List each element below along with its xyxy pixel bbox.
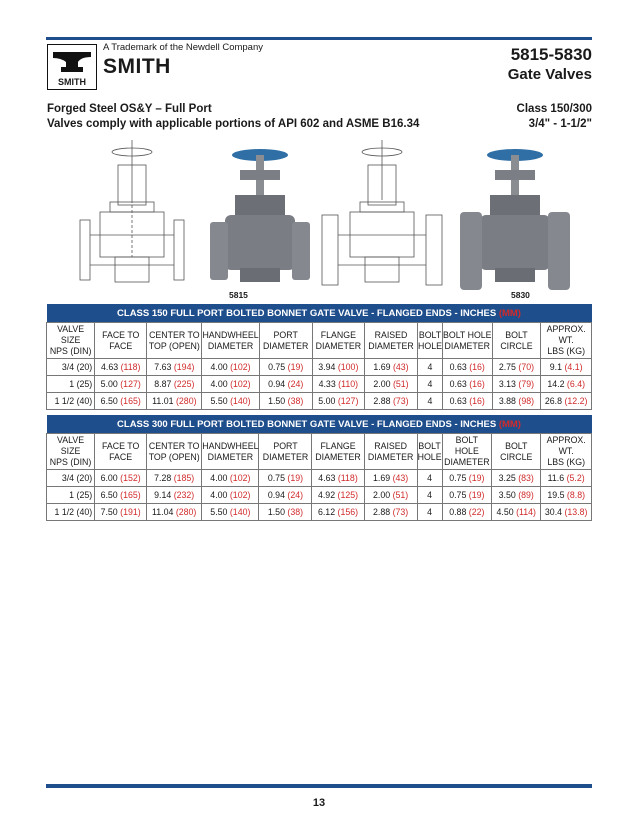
table-cell [202, 470, 259, 487]
cell-value: 11.6 [547, 473, 565, 483]
header-text: TOP (OPEN) [148, 451, 200, 462]
cell-metric: (100) [337, 362, 359, 372]
table-cell [47, 393, 95, 410]
cell-value: 1.50 [267, 507, 285, 517]
cell-metric: (38) [287, 507, 304, 517]
cell-metric: (98) [518, 396, 535, 406]
cell-value: 6.00 [100, 473, 118, 483]
cell-value: 9.1 [549, 362, 563, 372]
column-header [95, 434, 147, 470]
cell-metric: (16) [469, 362, 485, 372]
cell-value: 1.50 [268, 396, 286, 406]
cell-metric: (165) [120, 490, 141, 500]
cell-metric: (43) [392, 473, 409, 483]
table-cell [95, 359, 147, 376]
header-text: DIAMETER [368, 340, 414, 351]
cell-value: 0.63 [449, 379, 467, 389]
cell-metric: (22) [468, 507, 485, 517]
cell-metric: (83) [518, 473, 534, 483]
table-cell [418, 376, 443, 393]
cell-metric: (152) [120, 473, 141, 483]
table-cell [259, 504, 312, 521]
cell-value: 4.63 [101, 362, 119, 372]
header-text: DIAMETER [367, 451, 414, 462]
table-cell [312, 487, 364, 504]
cell-metric: (114) [516, 507, 536, 517]
table-cell [364, 393, 417, 410]
column-header [541, 323, 592, 359]
header-text: DIAMETER [444, 457, 490, 467]
header-text: FLANGE [320, 329, 356, 340]
table-cell [202, 487, 259, 504]
cell-value: 1 1/2 (40) [54, 396, 93, 406]
cell-metric: (102) [230, 362, 251, 372]
table-cell [202, 393, 259, 410]
table-cell [259, 376, 312, 393]
table-cell [147, 393, 202, 410]
table-cell [147, 470, 202, 487]
header-text: DIAMETER [207, 340, 254, 351]
cell-value: 4.00 [210, 473, 228, 483]
cell-metric: (51) [392, 379, 409, 389]
column-header [147, 323, 202, 359]
cell-value: 26.8 [544, 396, 563, 406]
cell-metric: (19) [287, 362, 304, 372]
cell-value: 30.4 [544, 507, 563, 517]
column-header [202, 323, 259, 359]
table-cell [202, 504, 259, 521]
cell-value: 4 [427, 507, 433, 517]
cell-metric: (73) [392, 507, 409, 517]
cell-value: 2.75 [498, 362, 516, 372]
table-cell [418, 393, 443, 410]
cell-metric: (194) [173, 362, 195, 372]
class150-table [46, 304, 592, 410]
cell-metric: (24) [287, 490, 304, 500]
column-header [147, 434, 202, 470]
cell-value: 0.63 [449, 362, 467, 372]
table-cell [418, 359, 443, 376]
table-cell [95, 376, 147, 393]
cell-metric: (127) [120, 379, 141, 389]
table-cell [541, 359, 592, 376]
cell-value: 4 [427, 379, 433, 389]
cell-value: 11.04 [152, 507, 174, 517]
table-cell [541, 393, 592, 410]
header-text: FACE TO [102, 329, 140, 340]
cell-metric: (19) [468, 473, 485, 483]
table-row [47, 487, 592, 504]
header-text: NPS (DIN) [49, 346, 92, 356]
header-text: NPS (DIN) [49, 457, 92, 467]
cell-metric: (8.8) [566, 490, 586, 500]
table-cell [492, 359, 541, 376]
cell-value: 1.69 [372, 473, 391, 483]
cell-value: 4 [427, 396, 433, 406]
header-text: FACE [109, 451, 133, 462]
table-cell [95, 504, 147, 521]
header-text: CENTER TO [149, 329, 200, 340]
class-rating: Class 150/300 [516, 103, 592, 115]
class300-table [46, 415, 592, 521]
logo-text: SMITH [58, 77, 86, 87]
cell-value: 2.00 [373, 379, 391, 389]
header-text: BOLT [418, 329, 442, 340]
table-cell [47, 504, 95, 521]
cell-value: 9.14 [154, 490, 172, 500]
cell-value: 4 [427, 473, 433, 483]
model-number: 5815-5830 [510, 45, 592, 64]
table-cell [47, 359, 95, 376]
header-text: CIRCLE [500, 340, 533, 351]
table-cell [147, 487, 202, 504]
table-cell [417, 504, 442, 521]
cell-value: 4.00 [210, 362, 228, 372]
table-row [47, 393, 592, 410]
table-cell [259, 359, 312, 376]
header-text: DIAMETER [262, 451, 309, 462]
table-cell [442, 359, 492, 376]
cell-metric: (89) [518, 490, 534, 500]
table-cell [442, 487, 492, 504]
header-text: APPROX. WT. [546, 324, 586, 345]
cell-value: 0.75 [449, 490, 467, 500]
table-cell [147, 504, 202, 521]
table-cell [147, 376, 202, 393]
table-cell [364, 504, 417, 521]
table-cell [442, 393, 492, 410]
cell-metric: (118) [120, 362, 141, 372]
table-cell [312, 359, 364, 376]
header-text: BOLT HOLE [442, 329, 492, 340]
header-text: TOP (OPEN) [148, 340, 200, 351]
table-cell [442, 470, 492, 487]
table-cell [417, 487, 442, 504]
class150-title: CLASS 150 FULL PORT BOLTED BONNET GATE VALVE - FLANGED ENDS - INCHES (MM) [47, 304, 592, 323]
subtitle-line1: Forged Steel OS&Y – Full Port [47, 103, 212, 115]
column-header [259, 323, 312, 359]
cell-value: 0.75 [449, 473, 467, 483]
cell-value: 7.50 [100, 507, 118, 517]
cell-metric: (118) [337, 473, 358, 483]
header-text: HANDWHEEL [202, 440, 259, 451]
cell-metric: (102) [229, 473, 251, 483]
header-text: PORT [273, 440, 298, 451]
cell-metric: (43) [392, 362, 409, 372]
class150-body [47, 359, 592, 410]
brand-name: SMITH [103, 55, 171, 78]
header-text: BOLT [505, 440, 528, 451]
column-header [492, 434, 541, 470]
cell-metric: (16) [469, 379, 485, 389]
header-text: HANDWHEEL [202, 329, 259, 340]
cell-metric: (165) [120, 396, 141, 406]
cell-value: 4.63 [318, 473, 336, 483]
cell-value: 3.50 [498, 490, 516, 500]
smith-logo [47, 44, 97, 90]
table-row [47, 470, 592, 487]
header-text: CIRCLE [500, 451, 533, 462]
cell-metric: (12.2) [564, 396, 588, 406]
class300-title: CLASS 300 FULL PORT BOLTED BONNET GATE VALVE - FLANGED ENDS - INCHES (MM) [47, 415, 592, 434]
header-text: FACE [109, 340, 133, 351]
header-text: RAISED [374, 440, 407, 451]
cell-value: 5.50 [210, 396, 228, 406]
cell-metric: (16) [469, 396, 485, 406]
table-cell [541, 504, 592, 521]
cell-value: 0.88 [449, 507, 467, 517]
table-cell [95, 393, 147, 410]
cell-value: 3.94 [318, 362, 336, 372]
header-text: LBS (KG) [547, 346, 585, 356]
cell-value: 0.63 [449, 396, 467, 406]
table-cell [147, 359, 202, 376]
cell-value: 6.50 [100, 490, 118, 500]
cell-value: 6.12 [317, 507, 336, 517]
cell-value: 1.69 [373, 362, 391, 372]
table-cell [541, 470, 592, 487]
header-text: BOLT [418, 440, 441, 451]
cell-value: 3/4 (20) [61, 473, 93, 483]
header-text: VALVE SIZE [57, 435, 85, 456]
valve-photo-5815 [210, 149, 310, 282]
cell-value: 4 [427, 362, 433, 372]
header-text: APPROX. WT. [546, 435, 586, 456]
table-cell [47, 376, 95, 393]
size-range: 3/4" - 1-1/2" [528, 118, 592, 130]
table-cell [202, 376, 259, 393]
cell-value: 4.00 [210, 490, 228, 500]
column-header [442, 323, 492, 359]
valve-photo-5830 [460, 149, 570, 290]
cell-metric: (5.2) [566, 473, 585, 483]
table-cell [492, 376, 541, 393]
cell-value: 5.50 [210, 507, 228, 517]
cell-metric: (19) [468, 490, 485, 500]
table-cell [259, 393, 312, 410]
column-header [259, 434, 312, 470]
table-cell [442, 376, 492, 393]
column-header [364, 434, 417, 470]
cell-metric: (38) [287, 396, 304, 406]
table-cell [312, 393, 364, 410]
table-cell [47, 470, 95, 487]
header-text: LBS (KG) [547, 457, 585, 467]
header-text: PORT [273, 329, 298, 340]
class300-header-row [47, 434, 592, 470]
cell-metric: (191) [120, 507, 141, 517]
cell-value: 11.01 [152, 396, 174, 406]
cell-value: 5.00 [318, 396, 336, 406]
cell-value: 0.75 [268, 362, 286, 372]
table-cell [259, 487, 312, 504]
cell-metric: (125) [337, 490, 359, 500]
cell-metric: (156) [337, 507, 359, 517]
cell-value: 3/4 (20) [61, 362, 93, 372]
column-header [312, 434, 364, 470]
header-text: DIAMETER [315, 340, 362, 351]
table-cell [492, 470, 541, 487]
table-cell [492, 393, 541, 410]
header-text: DIAMETER [444, 340, 490, 351]
cell-metric: (102) [229, 490, 251, 500]
table-cell [541, 487, 592, 504]
cell-value: 4.50 [496, 507, 514, 517]
header-text: FACE TO [101, 440, 140, 451]
table-cell [312, 504, 364, 521]
header-text: DIAMETER [262, 340, 309, 351]
cell-value: 3.13 [498, 379, 516, 389]
column-header [364, 323, 417, 359]
cell-value: 1 (25) [69, 379, 93, 389]
table-cell [364, 376, 417, 393]
figure-caption-5830: 5830 [511, 290, 530, 300]
cell-metric: (225) [173, 379, 195, 389]
class150-header-row [47, 323, 592, 359]
table-cell [95, 470, 147, 487]
table-cell [312, 470, 364, 487]
cell-value: 0.94 [267, 490, 285, 500]
cell-metric: (4.1) [564, 362, 583, 372]
cell-metric: (127) [337, 396, 359, 406]
cell-value: 3.88 [498, 396, 516, 406]
cell-value: 6.50 [100, 396, 118, 406]
cell-value: 8.87 [154, 379, 172, 389]
table-row [47, 376, 592, 393]
cell-metric: (102) [230, 379, 251, 389]
table-cell [442, 504, 492, 521]
subtitle-line2: Valves comply with applicable portions of API 602 and ASME B16.34 [47, 118, 420, 130]
header-text: HOLE [417, 451, 442, 462]
cell-value: 4.92 [317, 490, 336, 500]
column-header [312, 323, 364, 359]
cell-value: 19.5 [547, 490, 565, 500]
table-cell [312, 376, 364, 393]
cell-metric: (73) [392, 396, 409, 406]
table-cell [364, 487, 417, 504]
table-cell [417, 470, 442, 487]
cell-metric: (24) [287, 379, 304, 389]
cell-value: 0.75 [267, 473, 285, 483]
table-cell [364, 470, 417, 487]
header-text: FLANGE [320, 440, 356, 451]
cell-metric: (232) [173, 490, 195, 500]
cell-value: 2.88 [372, 507, 391, 517]
column-header [417, 434, 442, 470]
table-cell [541, 376, 592, 393]
column-header [202, 434, 259, 470]
cell-metric: (6.4) [566, 379, 586, 389]
cell-metric: (110) [338, 379, 359, 389]
cell-value: 4.33 [318, 379, 336, 389]
column-header [47, 323, 95, 359]
cell-value: 2.88 [373, 396, 391, 406]
table-cell [492, 487, 541, 504]
page-number: 13 [312, 797, 326, 809]
table-row [47, 504, 592, 521]
table-cell [47, 487, 95, 504]
cell-value: 3.25 [498, 473, 516, 483]
cell-metric: (19) [287, 473, 304, 483]
valve-drawing-5815 [80, 140, 184, 282]
product-category: Gate Valves [507, 66, 592, 83]
bottom-rule [46, 784, 592, 788]
table-cell [95, 487, 147, 504]
header-text: DIAMETER [315, 451, 361, 462]
cell-metric: (280) [175, 396, 197, 406]
column-header [492, 323, 541, 359]
table-row [47, 359, 592, 376]
cell-value: 0.94 [268, 379, 286, 389]
cell-value: 1 1/2 (40) [54, 507, 93, 517]
class300-body [47, 470, 592, 521]
column-header [442, 434, 492, 470]
cell-metric: (51) [392, 490, 409, 500]
cell-metric: (140) [230, 396, 251, 406]
anvil-icon [51, 49, 93, 77]
table-cell [202, 359, 259, 376]
header-text: CENTER TO [148, 440, 200, 451]
valve-illustrations [60, 140, 590, 295]
top-rule [46, 37, 592, 40]
cell-metric: (185) [173, 473, 195, 483]
cell-value: 4.00 [210, 379, 228, 389]
trademark-note: A Trademark of the Newdell Company [103, 42, 263, 53]
figure-caption-5815: 5815 [229, 290, 248, 300]
cell-value: 4 [427, 490, 433, 500]
cell-value: 5.00 [100, 379, 118, 389]
cell-value: 2.00 [372, 490, 391, 500]
table-cell [259, 470, 312, 487]
cell-value: 7.63 [154, 362, 172, 372]
cell-metric: (70) [518, 362, 535, 372]
cell-metric: (13.8) [564, 507, 588, 517]
table-cell [492, 504, 541, 521]
column-header [47, 434, 95, 470]
header-text: RAISED [374, 329, 408, 340]
cell-metric: (79) [518, 379, 535, 389]
cell-value: 14.2 [547, 379, 565, 389]
cell-value: 1 (25) [69, 490, 93, 500]
header-text: DIAMETER [207, 451, 254, 462]
column-header [95, 323, 147, 359]
header-text: HOLE [418, 340, 442, 351]
cell-value: 7.28 [154, 473, 172, 483]
table-cell [364, 359, 417, 376]
cell-metric: (280) [175, 507, 197, 517]
header-text: BOLT HOLE [454, 435, 479, 456]
column-header [541, 434, 592, 470]
column-header [418, 323, 443, 359]
valve-drawing-5830 [322, 140, 442, 285]
header-text: VALVE SIZE [57, 324, 85, 345]
header-text: BOLT [505, 329, 528, 340]
cell-metric: (140) [229, 507, 251, 517]
